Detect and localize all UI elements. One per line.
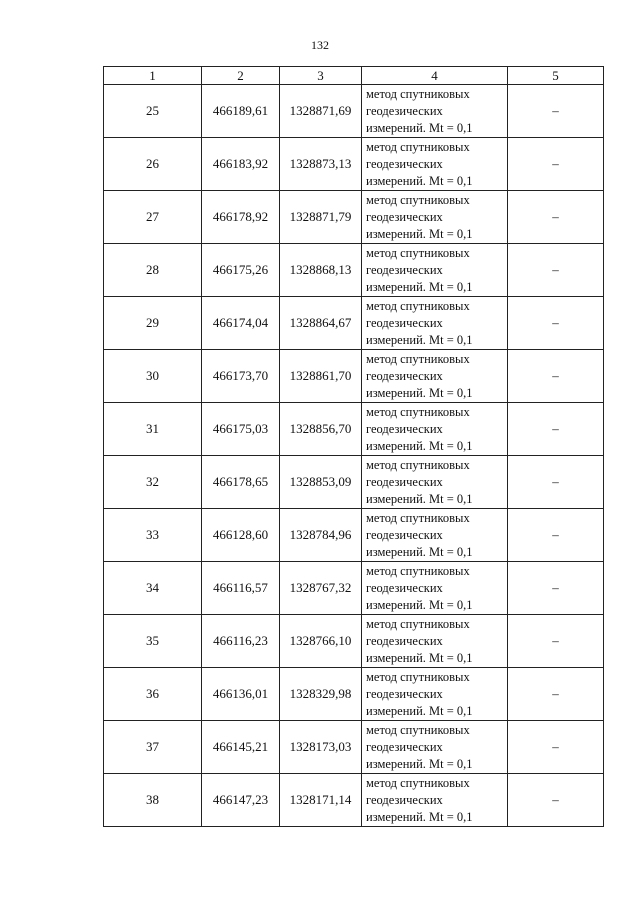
method-text-line: измерений. Mt = 0,1 <box>366 703 473 718</box>
y-coordinate-cell: 1328856,70 <box>280 403 362 456</box>
table-row <box>104 138 604 191</box>
point-number-cell: 29 <box>104 297 202 350</box>
method-cell <box>362 297 508 350</box>
table-row <box>104 456 604 509</box>
x-coordinate-cell: 466178,92 <box>202 191 280 244</box>
method-cell <box>362 562 508 615</box>
method-text-line: измерений. Mt = 0,1 <box>366 491 473 506</box>
table-row <box>104 562 604 615</box>
x-coordinate-cell: 466183,92 <box>202 138 280 191</box>
method-text-line: геодезических <box>366 103 443 118</box>
method-text-line: геодезических <box>366 474 443 489</box>
point-number-cell: 25 <box>104 85 202 138</box>
description-cell: – <box>508 138 604 191</box>
x-coordinate-cell: 466189,61 <box>202 85 280 138</box>
column-header: 3 <box>280 67 362 85</box>
method-cell <box>362 85 508 138</box>
method-text-line: геодезических <box>366 156 443 171</box>
method-text-line: метод спутниковых <box>366 722 470 737</box>
method-text-line: метод спутниковых <box>366 669 470 684</box>
method-cell <box>362 456 508 509</box>
method-text-line: измерений. Mt = 0,1 <box>366 173 473 188</box>
method-text-line: измерений. Mt = 0,1 <box>366 438 473 453</box>
method-text-line: геодезических <box>366 633 443 648</box>
point-number-cell: 36 <box>104 668 202 721</box>
table-row <box>104 191 604 244</box>
x-coordinate-cell: 466175,03 <box>202 403 280 456</box>
description-cell: – <box>508 244 604 297</box>
description-cell: – <box>508 668 604 721</box>
y-coordinate-cell: 1328861,70 <box>280 350 362 403</box>
point-number-cell: 27 <box>104 191 202 244</box>
method-text-line: измерений. Mt = 0,1 <box>366 597 473 612</box>
method-text-line: геодезических <box>366 368 443 383</box>
method-cell <box>362 721 508 774</box>
method-cell <box>362 244 508 297</box>
method-cell <box>362 403 508 456</box>
method-text-line: геодезических <box>366 315 443 330</box>
column-header: 2 <box>202 67 280 85</box>
method-cell <box>362 668 508 721</box>
method-cell <box>362 191 508 244</box>
point-number-cell: 28 <box>104 244 202 297</box>
column-header: 5 <box>508 67 604 85</box>
method-text-line: измерений. Mt = 0,1 <box>366 385 473 400</box>
table-row <box>104 615 604 668</box>
method-text-line: метод спутниковых <box>366 563 470 578</box>
method-cell <box>362 774 508 827</box>
method-text-line: метод спутниковых <box>366 616 470 631</box>
table-body <box>104 85 604 827</box>
method-text-line: метод спутниковых <box>366 192 470 207</box>
method-text-line: геодезических <box>366 739 443 754</box>
table-row <box>104 403 604 456</box>
table-row <box>104 509 604 562</box>
method-text-line: измерений. Mt = 0,1 <box>366 279 473 294</box>
x-coordinate-cell: 466147,23 <box>202 774 280 827</box>
method-cell <box>362 350 508 403</box>
x-coordinate-cell: 466116,57 <box>202 562 280 615</box>
description-cell: – <box>508 403 604 456</box>
point-number-cell: 26 <box>104 138 202 191</box>
y-coordinate-cell: 1328864,67 <box>280 297 362 350</box>
method-text-line: измерений. Mt = 0,1 <box>366 226 473 241</box>
table-row <box>104 85 604 138</box>
point-number-cell: 33 <box>104 509 202 562</box>
y-coordinate-cell: 1328873,13 <box>280 138 362 191</box>
method-text-line: метод спутниковых <box>366 139 470 154</box>
y-coordinate-cell: 1328784,96 <box>280 509 362 562</box>
method-text-line: геодезических <box>366 686 443 701</box>
method-text-line: геодезических <box>366 527 443 542</box>
method-text-line: измерений. Mt = 0,1 <box>366 120 473 135</box>
method-text-line: измерений. Mt = 0,1 <box>366 650 473 665</box>
method-text-line: геодезических <box>366 792 443 807</box>
method-text-line: измерений. Mt = 0,1 <box>366 544 473 559</box>
description-cell: – <box>508 721 604 774</box>
method-text-line: геодезических <box>366 262 443 277</box>
method-text-line: метод спутниковых <box>366 510 470 525</box>
column-header: 1 <box>104 67 202 85</box>
point-number-cell: 34 <box>104 562 202 615</box>
method-text-line: геодезических <box>366 421 443 436</box>
y-coordinate-cell: 1328767,32 <box>280 562 362 615</box>
x-coordinate-cell: 466175,26 <box>202 244 280 297</box>
description-cell: – <box>508 774 604 827</box>
y-coordinate-cell: 1328329,98 <box>280 668 362 721</box>
description-cell: – <box>508 297 604 350</box>
table-row <box>104 244 604 297</box>
table-row <box>104 668 604 721</box>
method-cell <box>362 509 508 562</box>
point-number-cell: 32 <box>104 456 202 509</box>
table-row <box>104 774 604 827</box>
method-text-line: геодезических <box>366 580 443 595</box>
method-text-line: измерений. Mt = 0,1 <box>366 756 473 771</box>
x-coordinate-cell: 466173,70 <box>202 350 280 403</box>
x-coordinate-cell: 466174,04 <box>202 297 280 350</box>
x-coordinate-cell: 466128,60 <box>202 509 280 562</box>
method-text-line: метод спутниковых <box>366 351 470 366</box>
y-coordinate-cell: 1328171,14 <box>280 774 362 827</box>
method-text-line: метод спутниковых <box>366 457 470 472</box>
x-coordinate-cell: 466116,23 <box>202 615 280 668</box>
description-cell: – <box>508 562 604 615</box>
description-cell: – <box>508 615 604 668</box>
method-text-line: метод спутниковых <box>366 298 470 313</box>
description-cell: – <box>508 191 604 244</box>
point-number-cell: 35 <box>104 615 202 668</box>
description-cell: – <box>508 456 604 509</box>
method-text-line: метод спутниковых <box>366 775 470 790</box>
page-number: 132 <box>311 38 329 52</box>
y-coordinate-cell: 1328871,79 <box>280 191 362 244</box>
method-text-line: измерений. Mt = 0,1 <box>366 332 473 347</box>
method-cell <box>362 138 508 191</box>
x-coordinate-cell: 466145,21 <box>202 721 280 774</box>
y-coordinate-cell: 1328853,09 <box>280 456 362 509</box>
point-number-cell: 37 <box>104 721 202 774</box>
point-number-cell: 38 <box>104 774 202 827</box>
method-text-line: измерений. Mt = 0,1 <box>366 809 473 824</box>
x-coordinate-cell: 466178,65 <box>202 456 280 509</box>
method-text-line: метод спутниковых <box>366 245 470 260</box>
coordinates-table <box>103 66 604 827</box>
point-number-cell: 30 <box>104 350 202 403</box>
column-header: 4 <box>362 67 508 85</box>
method-cell <box>362 615 508 668</box>
y-coordinate-cell: 1328766,10 <box>280 615 362 668</box>
description-cell: – <box>508 85 604 138</box>
method-text-line: геодезических <box>366 209 443 224</box>
y-coordinate-cell: 1328173,03 <box>280 721 362 774</box>
y-coordinate-cell: 1328871,69 <box>280 85 362 138</box>
table-row <box>104 721 604 774</box>
y-coordinate-cell: 1328868,13 <box>280 244 362 297</box>
x-coordinate-cell: 466136,01 <box>202 668 280 721</box>
description-cell: – <box>508 350 604 403</box>
method-text-line: метод спутниковых <box>366 86 470 101</box>
table-row <box>104 297 604 350</box>
point-number-cell: 31 <box>104 403 202 456</box>
description-cell: – <box>508 509 604 562</box>
table-header-row <box>104 67 604 85</box>
table-row <box>104 350 604 403</box>
method-text-line: метод спутниковых <box>366 404 470 419</box>
